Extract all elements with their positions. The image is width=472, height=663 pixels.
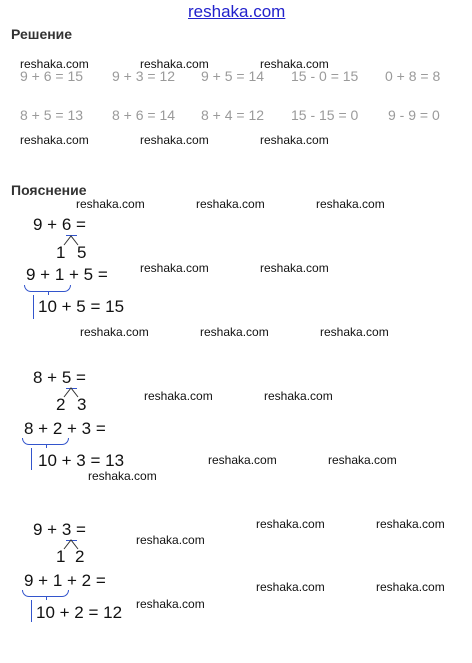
split-left-number: 2 (56, 395, 66, 414)
watermark: reshaka.com (196, 197, 265, 211)
watermark: reshaka.com (136, 597, 205, 611)
example-result: 10 + 3 = 13 (38, 451, 125, 470)
solution-equation: 15 - 0 = 15 (291, 68, 359, 84)
watermark: reshaka.com (20, 57, 89, 71)
watermark: reshaka.com (260, 133, 329, 147)
solution-equation: 9 + 6 = 15 (20, 68, 84, 84)
watermark: reshaka.com (320, 325, 389, 339)
watermark: reshaka.com (136, 533, 205, 547)
watermark: reshaka.com (316, 197, 385, 211)
watermark: reshaka.com (260, 57, 329, 71)
watermark: reshaka.com (140, 57, 209, 71)
solution-heading: Решение (11, 26, 73, 42)
group-brace (22, 438, 69, 445)
solution-equation: 8 + 4 = 12 (201, 107, 265, 123)
example-regrouped: 8 + 2 + 3 = (24, 419, 106, 438)
result-marker (31, 448, 32, 470)
site-title[interactable]: reshaka.com (188, 2, 286, 21)
result-marker (33, 295, 34, 319)
watermark: reshaka.com (200, 325, 269, 339)
watermark: reshaka.com (264, 389, 333, 403)
watermark: reshaka.com (256, 580, 325, 594)
split-left-number: 1 (56, 243, 66, 262)
split-right-number: 3 (77, 395, 87, 414)
watermark: reshaka.com (376, 517, 445, 531)
watermark: reshaka.com (376, 580, 445, 594)
watermark: reshaka.com (144, 389, 213, 403)
watermark: reshaka.com (20, 133, 89, 147)
group-brace (24, 285, 71, 292)
watermark: reshaka.com (140, 261, 209, 275)
example-expression: 9 + 3 = (33, 520, 86, 539)
solution-equation: 8 + 6 = 14 (112, 107, 176, 123)
solution-equation: 9 + 3 = 12 (112, 68, 176, 84)
watermark: reshaka.com (88, 469, 157, 483)
watermark: reshaka.com (328, 453, 397, 467)
split-right-number: 5 (77, 243, 87, 262)
watermark: reshaka.com (208, 453, 277, 467)
example-result: 10 + 5 = 15 (38, 297, 125, 316)
group-brace (22, 590, 69, 597)
watermark: reshaka.com (76, 197, 145, 211)
solution-equation: 0 + 8 = 8 (385, 68, 441, 84)
example-regrouped: 9 + 1 + 5 = (26, 265, 108, 284)
solution-equation: 8 + 5 = 13 (20, 107, 84, 123)
solution-equation: 9 + 5 = 14 (201, 68, 265, 84)
example-expression: 9 + 6 = (33, 215, 86, 234)
solution-equation: 15 - 15 = 0 (291, 107, 359, 123)
explanation-heading: Пояснение (11, 182, 87, 198)
example-result: 10 + 2 = 12 (36, 603, 123, 622)
split-right-number: 2 (75, 547, 85, 566)
watermark: reshaka.com (140, 133, 209, 147)
split-left-number: 1 (56, 547, 66, 566)
example-regrouped: 9 + 1 + 2 = (24, 571, 106, 590)
watermark: reshaka.com (80, 325, 149, 339)
watermark: reshaka.com (260, 261, 329, 275)
watermark: reshaka.com (256, 517, 325, 531)
result-marker (31, 600, 32, 622)
solution-equation: 9 - 9 = 0 (388, 107, 440, 123)
example-expression: 8 + 5 = (33, 368, 86, 387)
